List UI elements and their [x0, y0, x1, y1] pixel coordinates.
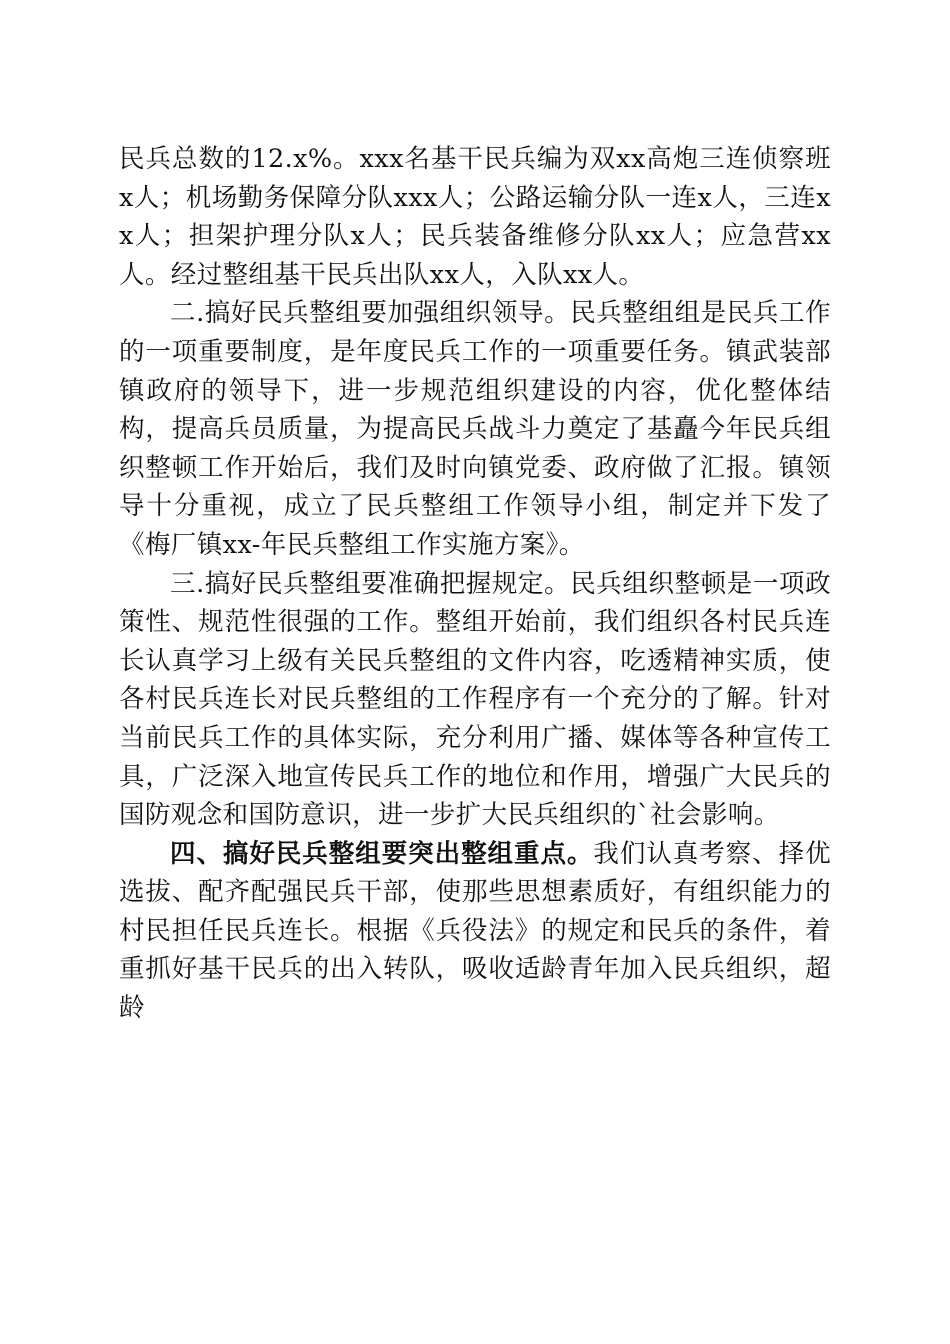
paragraph-3-text: 三.搞好民兵整组要准确把握规定。民兵组织整顿是一项政策性、规范性很强的工作。整组开始前，我们组织各村民兵连长认真学习上级有关民兵整组的文件内容，吃透精神实质，使各村民兵连长对民兵整组的工作程序有一个充分的了解。针对当前民兵工作的具体实际，充分利用广播、媒体等各种宣传工具，广泛深入地宣传民兵工作的地位和作用，增强广大民兵的国防观念和国防意识，进一步扩大民兵组织的`社会影响。	[119, 568, 831, 831]
paragraph-4-text: 我们认真考察、择优选拔、配齐配强民兵干部，使那些思想素质好，有组织能力的村民担任民兵连长。根据《兵役法》的规定和民兵的条件，着重抓好基干民兵的出入转队，吸收适龄青年加入民兵组织，超龄	[119, 838, 831, 1024]
paragraph-2-text: 二.搞好民兵整组要加强组织领导。民兵整组组是民兵工作的一项重要制度，是年度民兵工作的一项重要任务。镇武装部镇政府的领导下，进一步规范组织建设的内容，优化整体结构，提高兵员质量，为提高民兵战斗力奠定了基矗今年民兵组织整顿工作开始后，我们及时向镇党委、政府做了汇报。镇领导十分重视，成立了民兵整组工作领导小组，制定并下发了《梅厂镇xx-年民兵整组工作实施方案》。	[119, 298, 831, 560]
paragraph-3	[119, 565, 831, 835]
paragraph-4	[119, 835, 831, 1028]
paragraph-1-text: 民兵总数的12.x%。xxx名基干民兵编为双xx高炮三连侦察班x人；机场勤务保障分队xxx人；公路运输分队一连x人，三连xx人；担架护理分队x人；民兵装备维修分队xx人；应急营xx人。经过整组基干民兵出队xx人，入队xx人。	[119, 144, 831, 290]
paragraph-2	[119, 294, 831, 564]
paragraph-1	[119, 140, 831, 294]
paragraph-4-heading: 四、搞好民兵整组要突出整组重点。	[170, 838, 594, 869]
document-body	[119, 140, 831, 1028]
